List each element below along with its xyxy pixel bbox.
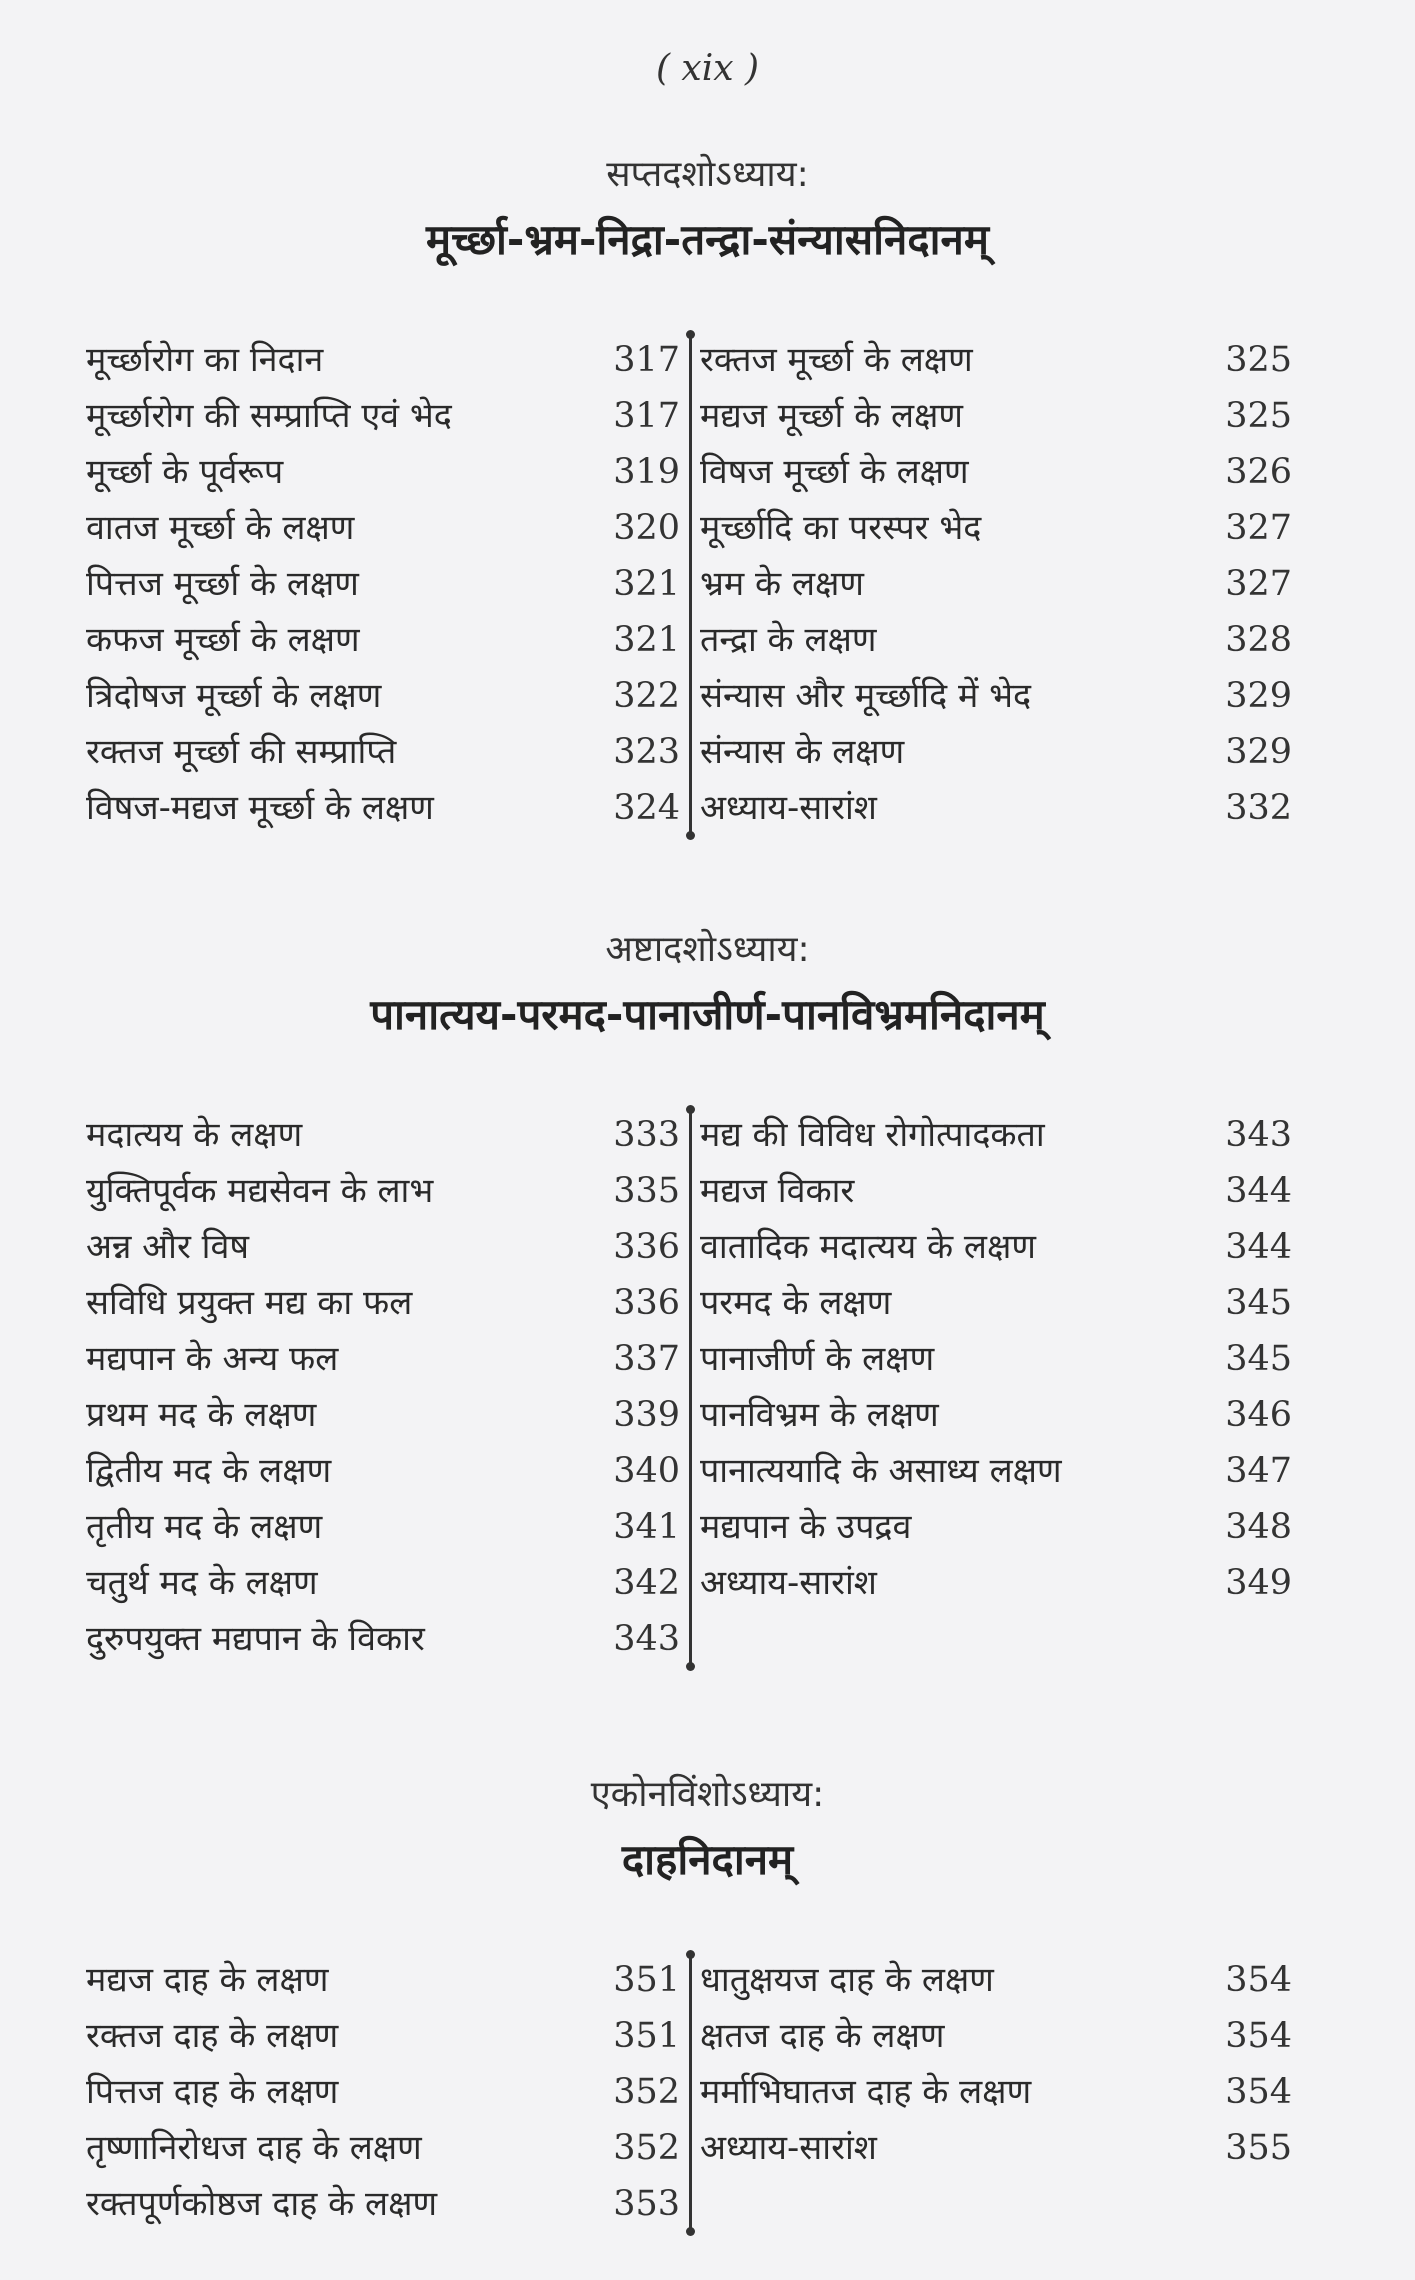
toc-entry[interactable] <box>86 1611 680 1667</box>
chapter-title: मूर्च्छा-भ्रम-निद्रा-तन्द्रा-संन्यासनिदानम् <box>426 215 989 264</box>
toc-entry-label: अध्याय-सारांश <box>700 2128 877 2168</box>
toc-entry-label: मद्यज विकार <box>700 1171 855 1211</box>
toc-entry-page: 343 <box>613 1619 680 1659</box>
toc-entry[interactable] <box>86 556 680 612</box>
toc-entry[interactable] <box>700 1219 1292 1275</box>
toc-table <box>0 332 1415 836</box>
toc-entry[interactable] <box>86 1107 680 1163</box>
toc-entry[interactable] <box>700 724 1292 780</box>
page-number: ( xix ) <box>655 48 760 89</box>
toc-entry-page: 321 <box>613 564 680 604</box>
toc-entry-page: 332 <box>1225 788 1292 828</box>
toc-entry[interactable] <box>86 780 680 836</box>
chapter-subtitle: एकोनविंशोऽध्याय: <box>590 1774 825 1815</box>
toc-entry-label: अन्न और विष <box>86 1227 250 1267</box>
toc-entry[interactable] <box>700 1107 1292 1163</box>
toc-entry-page: 354 <box>1225 1960 1292 2000</box>
toc-entry-label: संन्यास के लक्षण <box>700 732 905 772</box>
toc-entry-page: 325 <box>1225 340 1292 380</box>
toc-entry[interactable] <box>700 1387 1292 1443</box>
toc-entry-label: रक्तज दाह के लक्षण <box>86 2016 339 2056</box>
toc-entry-page: 342 <box>613 1563 680 1603</box>
toc-entry-label: मूर्च्छारोग का निदान <box>86 340 324 380</box>
toc-entry-page: 333 <box>613 1115 680 1155</box>
toc-entry-page: 329 <box>1225 676 1292 716</box>
toc-entry[interactable] <box>700 332 1292 388</box>
toc-entry[interactable] <box>86 1275 680 1331</box>
toc-entry-page: 345 <box>1225 1339 1292 1379</box>
toc-entry-label: मूर्च्छादि का परस्पर भेद <box>700 508 982 548</box>
toc-entry[interactable] <box>700 2064 1292 2120</box>
toc-entry[interactable] <box>86 612 680 668</box>
toc-entry-page: 352 <box>613 2072 680 2112</box>
chapter-title: पानात्यय-परमद-पानाजीर्ण-पानविभ्रमनिदानम् <box>370 990 1045 1039</box>
toc-entry-label: पित्तज मूर्च्छा के लक्षण <box>86 564 359 604</box>
toc-entry-label: धातुक्षयज दाह के लक्षण <box>700 1960 994 2000</box>
toc-entry-label: वातादिक मदात्यय के लक्षण <box>700 1227 1036 1267</box>
toc-entry-page: 343 <box>1225 1115 1292 1155</box>
toc-entry-page: 319 <box>613 452 680 492</box>
toc-entry[interactable] <box>700 1555 1292 1611</box>
toc-entry-page: 329 <box>1225 732 1292 772</box>
toc-entry-page: 317 <box>613 340 680 380</box>
toc-entry-label: पानाजीर्ण के लक्षण <box>700 1339 935 1379</box>
toc-entry-page: 341 <box>613 1507 680 1547</box>
toc-entry-label: अध्याय-सारांश <box>700 788 877 828</box>
toc-entry-label: विषज मूर्च्छा के लक्षण <box>700 452 969 492</box>
toc-entry-page: 320 <box>613 508 680 548</box>
toc-entry-page: 340 <box>613 1451 680 1491</box>
toc-entry[interactable] <box>86 2120 680 2176</box>
toc-entry[interactable] <box>86 1555 680 1611</box>
toc-entry-label: मद्यज मूर्च्छा के लक्षण <box>700 396 964 436</box>
toc-entry-label: मर्माभिघातज दाह के लक्षण <box>700 2072 1032 2112</box>
toc-entry-page: 336 <box>613 1227 680 1267</box>
toc-entry-page: 324 <box>613 788 680 828</box>
toc-entry-page: 351 <box>613 2016 680 2056</box>
toc-entry-label: मद्यज दाह के लक्षण <box>86 1960 329 2000</box>
toc-table <box>0 1952 1415 2232</box>
toc-entry-page: 352 <box>613 2128 680 2168</box>
toc-entry-label: द्वितीय मद के लक्षण <box>86 1451 332 1491</box>
toc-entry-label: मदात्यय के लक्षण <box>86 1115 303 1155</box>
toc-entry-label: क्षतज दाह के लक्षण <box>700 2016 945 2056</box>
toc-entry-page: 344 <box>1225 1227 1292 1267</box>
toc-entry[interactable] <box>700 668 1292 724</box>
toc-entry-label: पानविभ्रम के लक्षण <box>700 1395 939 1435</box>
toc-entry[interactable] <box>86 724 680 780</box>
toc-entry[interactable] <box>700 1952 1292 2008</box>
toc-entry[interactable] <box>86 2176 680 2232</box>
toc-entry[interactable] <box>86 2064 680 2120</box>
chapter-subtitle: अष्टादशोऽध्याय: <box>605 929 810 970</box>
toc-table <box>0 1107 1415 1667</box>
toc-entry-page: 344 <box>1225 1171 1292 1211</box>
toc-entry-label: मूर्च्छारोग की सम्प्राप्ति एवं भेद <box>86 396 452 436</box>
toc-entry-page: 353 <box>613 2184 680 2224</box>
toc-entry[interactable] <box>86 668 680 724</box>
toc-entry-page: 327 <box>1225 508 1292 548</box>
toc-entry[interactable] <box>700 1331 1292 1387</box>
toc-entry[interactable] <box>700 2008 1292 2064</box>
toc-entry-label: मद्य की विविध रोगोत्पादकता <box>700 1115 1045 1155</box>
toc-entry-label: वातज मूर्च्छा के लक्षण <box>86 508 355 548</box>
toc-entry-label: युक्तिपूर्वक मद्यसेवन के लाभ <box>86 1171 434 1211</box>
toc-entry-page: 337 <box>613 1339 680 1379</box>
toc-entry-label: तृतीय मद के लक्षण <box>86 1507 323 1547</box>
toc-entry[interactable] <box>86 1331 680 1387</box>
toc-entry[interactable] <box>86 1443 680 1499</box>
column-divider <box>689 1954 692 2230</box>
chapter-title: दाहनिदानम् <box>621 1835 794 1884</box>
toc-entry-label: दुरुपयुक्त मद्यपान के विकार <box>86 1619 425 1659</box>
toc-entry-label: तन्द्रा के लक्षण <box>700 620 877 660</box>
toc-entry[interactable] <box>86 388 680 444</box>
toc-entry-page: 355 <box>1225 2128 1292 2168</box>
toc-entry-label: मूर्च्छा के पूर्वरूप <box>86 452 284 492</box>
toc-entry-label: कफज मूर्च्छा के लक्षण <box>86 620 360 660</box>
toc-entry-label: अध्याय-सारांश <box>700 1563 877 1603</box>
column-divider <box>689 334 692 834</box>
toc-entry[interactable] <box>86 1952 680 2008</box>
toc-column-left <box>86 1952 680 2232</box>
toc-column-right <box>700 1107 1292 1611</box>
toc-column-left <box>86 1107 680 1667</box>
toc-entry[interactable] <box>700 556 1292 612</box>
toc-entry[interactable] <box>700 1499 1292 1555</box>
toc-entry[interactable] <box>700 2120 1292 2176</box>
toc-entry-label: त्रिदोषज मूर्च्छा के लक्षण <box>86 676 382 716</box>
toc-entry-label: सविधि प्रयुक्त मद्य का फल <box>86 1283 413 1323</box>
toc-entry-page: 349 <box>1225 1563 1292 1603</box>
chapter-section <box>0 150 1415 836</box>
toc-entry-label: तृष्णानिरोधज दाह के लक्षण <box>86 2128 422 2168</box>
toc-entry[interactable] <box>700 780 1292 836</box>
toc-entry[interactable] <box>86 2008 680 2064</box>
toc-entry-page: 328 <box>1225 620 1292 660</box>
toc-entry[interactable] <box>86 1219 680 1275</box>
toc-entry-label: रक्तज मूर्च्छा की सम्प्राप्ति <box>86 732 397 772</box>
toc-entry[interactable] <box>86 1387 680 1443</box>
toc-entry-label: रक्तपूर्णकोष्ठज दाह के लक्षण <box>86 2184 438 2224</box>
toc-entry-page: 323 <box>613 732 680 772</box>
toc-entry[interactable] <box>700 1443 1292 1499</box>
toc-entry-page: 317 <box>613 396 680 436</box>
toc-entry[interactable] <box>700 500 1292 556</box>
toc-entry-page: 347 <box>1225 1451 1292 1491</box>
toc-entry[interactable] <box>700 444 1292 500</box>
toc-entry-page: 354 <box>1225 2072 1292 2112</box>
toc-entry-page: 335 <box>613 1171 680 1211</box>
toc-entry-label: मद्यपान के उपद्रव <box>700 1507 912 1547</box>
toc-entry-page: 321 <box>613 620 680 660</box>
toc-column-right <box>700 1952 1292 2176</box>
toc-entry[interactable] <box>86 444 680 500</box>
toc-entry-page: 326 <box>1225 452 1292 492</box>
toc-entry-label: रक्तज मूर्च्छा के लक्षण <box>700 340 973 380</box>
toc-entry[interactable] <box>700 1275 1292 1331</box>
column-divider <box>689 1109 692 1665</box>
toc-entry-page: 322 <box>613 676 680 716</box>
toc-entry-label: मद्यपान के अन्य फल <box>86 1339 339 1379</box>
chapter-subtitle: सप्तदशोऽध्याय: <box>606 154 809 195</box>
toc-entry-page: 348 <box>1225 1507 1292 1547</box>
chapter-section <box>0 925 1415 1667</box>
toc-entry-label: पानात्ययादि के असाध्य लक्षण <box>700 1451 1062 1491</box>
toc-entry[interactable] <box>86 1163 680 1219</box>
toc-entry-page: 345 <box>1225 1283 1292 1323</box>
toc-column-right <box>700 332 1292 836</box>
toc-entry[interactable] <box>86 500 680 556</box>
toc-entry-label: परमद के लक्षण <box>700 1283 892 1323</box>
toc-entry-label: प्रथम मद के लक्षण <box>86 1395 317 1435</box>
toc-entry-page: 336 <box>613 1283 680 1323</box>
toc-entry[interactable] <box>86 332 680 388</box>
toc-entry-label: संन्यास और मूर्च्छादि में भेद <box>700 676 1032 716</box>
toc-entry-page: 354 <box>1225 2016 1292 2056</box>
toc-entry-label: चतुर्थ मद के लक्षण <box>86 1563 318 1603</box>
toc-entry-label: भ्रम के लक्षण <box>700 564 864 604</box>
toc-entry[interactable] <box>700 388 1292 444</box>
toc-entry-label: विषज-मद्यज मूर्च्छा के लक्षण <box>86 788 434 828</box>
toc-entry[interactable] <box>700 612 1292 668</box>
toc-entry[interactable] <box>700 1163 1292 1219</box>
toc-entry-page: 346 <box>1225 1395 1292 1435</box>
toc-column-left <box>86 332 680 836</box>
toc-entry-page: 325 <box>1225 396 1292 436</box>
chapter-section <box>0 1770 1415 2232</box>
toc-entry-label: पित्तज दाह के लक्षण <box>86 2072 339 2112</box>
toc-entry[interactable] <box>86 1499 680 1555</box>
toc-entry-page: 351 <box>613 1960 680 2000</box>
toc-entry-page: 339 <box>613 1395 680 1435</box>
toc-entry-page: 327 <box>1225 564 1292 604</box>
